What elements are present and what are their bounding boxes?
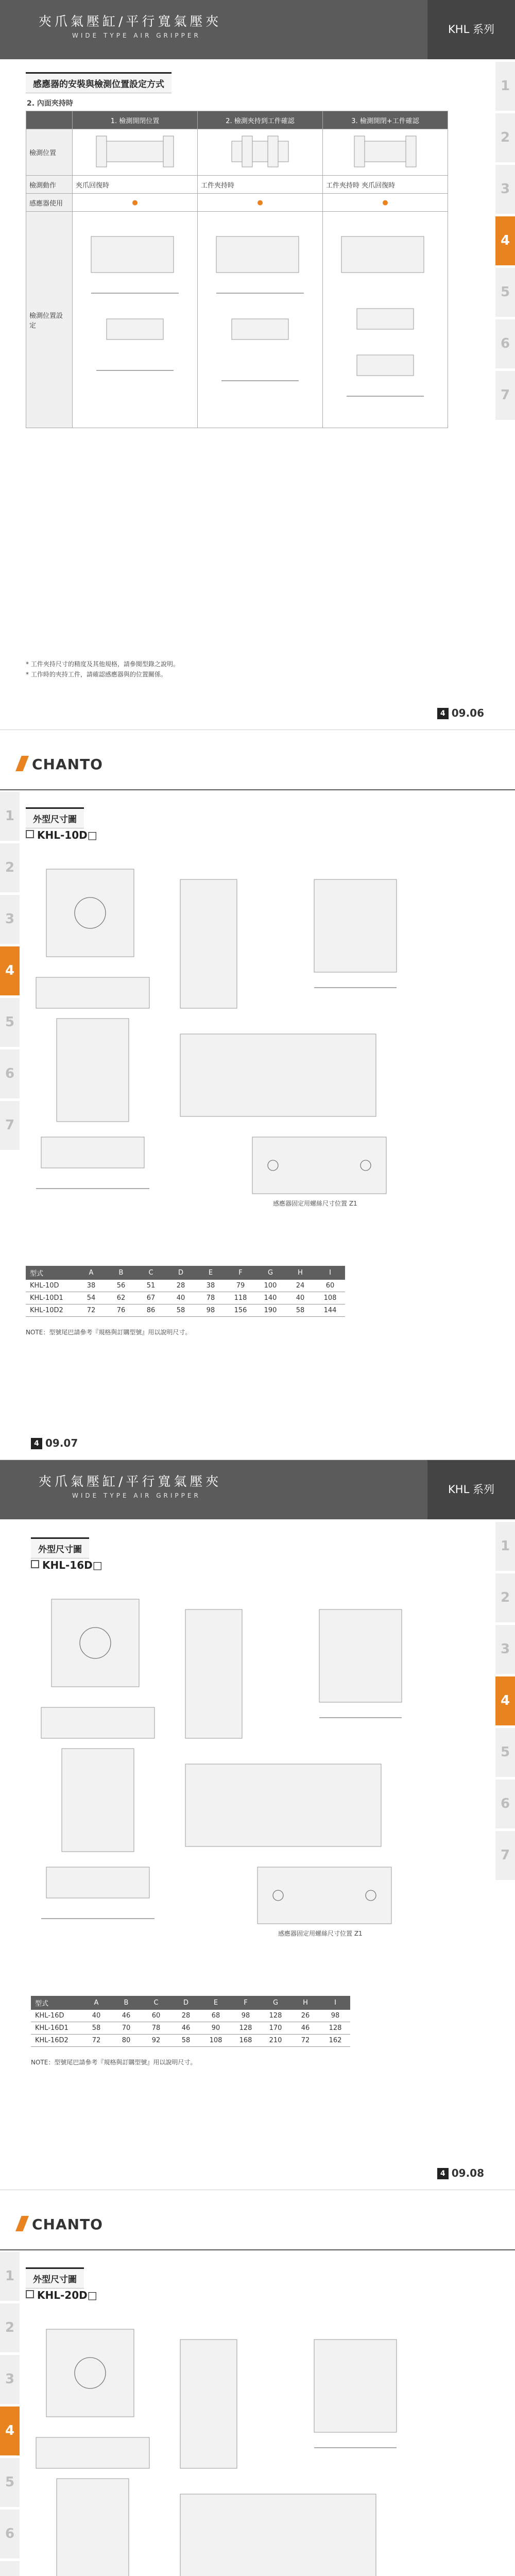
page-header <box>0 0 515 59</box>
header-title: 夾爪氣壓缸/平行寬氣壓夾 <box>39 14 222 29</box>
model-cell: KHL-10D1 <box>26 1292 76 1304</box>
chapter-tab[interactable]: 3 <box>0 2355 20 2404</box>
table-header-cell: I <box>315 1266 345 1280</box>
chapter-tab[interactable]: 7 <box>0 1101 20 1150</box>
chapter-tab[interactable]: 2 <box>495 113 515 162</box>
model-cell: KHL-16D <box>31 2010 81 2022</box>
page-number: 4 09.06 <box>437 707 484 719</box>
dimension-cell: 67 <box>136 1292 166 1304</box>
section-title: 感應器的安裝與檢測位置設定方式 <box>26 72 171 93</box>
dimension-cell: 90 <box>201 2022 231 2035</box>
chapter-tab-active[interactable]: 4 <box>495 216 515 265</box>
dimension-cell: 156 <box>226 1304 255 1317</box>
dimension-cell: 46 <box>171 2022 201 2035</box>
page-number: 4 09.08 <box>437 2167 484 2179</box>
dimension-cell: 38 <box>196 1280 226 1292</box>
chapter-tab[interactable]: 1 <box>0 2252 20 2301</box>
catalog-pages <box>0 730 515 2576</box>
chapter-tab[interactable]: 5 <box>0 2458 20 2507</box>
procedure-diagram <box>76 216 194 422</box>
model-name: KHL-10D□ <box>37 829 97 841</box>
chapter-tab[interactable]: 1 <box>495 62 515 111</box>
column-header: 1. 檢測開閉位置 <box>73 111 198 129</box>
chapter-tabs <box>495 62 515 422</box>
chapter-tab-active[interactable]: 4 <box>0 946 20 995</box>
gripper-open-sketch <box>76 131 194 172</box>
header-title: 夾爪氣壓缸/平行寬氣壓夾 <box>39 1474 222 1489</box>
dimension-cell: 98 <box>320 2010 350 2022</box>
chapter-tabs <box>0 792 20 1153</box>
table-corner <box>26 111 73 129</box>
model-cell: KHL-10D2 <box>26 1304 76 1317</box>
model-title <box>26 829 97 841</box>
chapter-tab[interactable]: 7 <box>495 371 515 420</box>
dimension-table <box>31 1996 350 2047</box>
chapter-tab-active[interactable]: 4 <box>0 2406 20 2455</box>
chapter-badge: 4 <box>437 2168 449 2179</box>
chapter-tabs <box>0 2252 20 2576</box>
column-header: 3. 檢測開閉+工件確認 <box>323 111 448 129</box>
dimension-cell: 80 <box>111 2035 141 2047</box>
table-header-cell: B <box>111 1996 141 2010</box>
model-title <box>26 2289 97 2301</box>
model-marker-icon <box>26 2290 34 2298</box>
dimension-cell: 128 <box>261 2010 290 2022</box>
dimension-cell: 98 <box>196 1304 226 1317</box>
dimension-cell: 46 <box>290 2022 320 2035</box>
chapter-tab[interactable]: 5 <box>495 1728 515 1777</box>
brand-logo-icon <box>15 756 29 771</box>
table-header-cell: E <box>201 1996 231 2010</box>
dimension-cell: 58 <box>81 2022 111 2035</box>
dimension-cell: 210 <box>261 2035 290 2047</box>
brand-logo-icon <box>15 2216 29 2231</box>
series-label: KHL 系列 <box>427 0 515 59</box>
chapter-tab[interactable]: 6 <box>0 1049 20 1098</box>
table-header-cell: E <box>196 1266 226 1280</box>
dimension-cell: 72 <box>76 1304 106 1317</box>
table-header-cell: C <box>141 1996 171 2010</box>
chapter-tab[interactable]: 3 <box>495 1625 515 1674</box>
dimension-cell: 28 <box>166 1280 196 1292</box>
brand-name: CHANTO <box>32 2216 103 2233</box>
chapter-tab[interactable]: 3 <box>495 165 515 214</box>
table-row <box>31 2022 350 2035</box>
chapter-tab[interactable] <box>0 2561 20 2576</box>
table-header-cell: D <box>171 1996 201 2010</box>
model-name: KHL-20D□ <box>37 2289 97 2301</box>
usage-dot: ● <box>73 194 198 212</box>
dimension-cell: 38 <box>76 1280 106 1292</box>
section-title: 外型尺寸圖 <box>26 2267 84 2289</box>
dimension-drawing <box>26 849 448 1240</box>
catalog-page <box>0 1460 515 2190</box>
dimension-cell: 79 <box>226 1280 255 1292</box>
row-label: 檢測位置設定 <box>26 212 73 428</box>
dimension-cell: 78 <box>141 2022 171 2035</box>
chapter-badge: 4 <box>437 708 449 719</box>
dimension-cell: 58 <box>171 2035 201 2047</box>
gripper-sketch-cell <box>73 129 198 176</box>
model-marker-icon <box>31 1560 39 1568</box>
sensor-setting-table <box>26 111 448 428</box>
table-header-cell: I <box>320 1996 350 2010</box>
chapter-tab[interactable]: 6 <box>495 319 515 368</box>
chapter-tab[interactable]: 5 <box>495 268 515 317</box>
dimension-cell: 108 <box>201 2035 231 2047</box>
usage-dot: ● <box>198 194 323 212</box>
header-subtitle: WIDE TYPE AIR GRIPPER <box>72 1492 201 1499</box>
dimension-cell: 58 <box>166 1304 196 1317</box>
dimension-cell: 60 <box>141 2010 171 2022</box>
chapter-tabs <box>495 1522 515 1883</box>
dimension-cell: 56 <box>106 1280 136 1292</box>
dimension-cell: 92 <box>141 2035 171 2047</box>
table-note: NOTE：型號尾巴請參考『規格與訂購型號』用以說明尺寸。 <box>31 2059 197 2066</box>
table-cell: 工件夾持時 夾爪回復時 <box>323 176 448 194</box>
chapter-tab[interactable]: 6 <box>0 2510 20 2558</box>
chapter-tab[interactable]: 3 <box>0 895 20 944</box>
chapter-tab[interactable]: 1 <box>0 792 20 841</box>
dimension-drawing <box>31 1579 453 1970</box>
table-header-cell: 型式 <box>31 1996 81 2010</box>
brand-name: CHANTO <box>32 756 103 773</box>
gripper-sketch-cell <box>198 129 323 176</box>
dimension-cell: 190 <box>255 1304 285 1317</box>
column-header: 2. 檢測夾持到工件確認 <box>198 111 323 129</box>
dimension-cell: 128 <box>320 2022 350 2035</box>
dimension-cell: 72 <box>290 2035 320 2047</box>
series-label: KHL 系列 <box>427 1460 515 1519</box>
dimension-cell: 78 <box>196 1292 226 1304</box>
table-cell: 工件夾持時 <box>198 176 323 194</box>
dimension-cell: 40 <box>81 2010 111 2022</box>
chapter-tab[interactable]: 2 <box>0 2303 20 2352</box>
table-header-cell: G <box>261 1996 290 2010</box>
dimension-cell: 100 <box>255 1280 285 1292</box>
dimension-cell: 118 <box>226 1292 255 1304</box>
page-number: 4 09.07 <box>31 1437 78 1449</box>
dimension-cell: 54 <box>76 1292 106 1304</box>
dimension-drawing <box>26 2309 448 2576</box>
section-title: 外型尺寸圖 <box>26 807 84 828</box>
model-cell: KHL-10D <box>26 1280 76 1292</box>
table-note: NOTE：型號尾巴請參考『規格與訂購型號』用以說明尺寸。 <box>26 1329 192 1336</box>
table-header-cell: G <box>255 1266 285 1280</box>
dimension-cell: 98 <box>231 2010 261 2022</box>
dimension-cell: 140 <box>255 1292 285 1304</box>
sensor-position-caption: 感應器固定用螺絲尺寸位置 Z1 <box>273 1200 357 1207</box>
gripper-workpiece-sketch <box>201 131 319 172</box>
dimension-cell: 72 <box>81 2035 111 2047</box>
table-header-cell: 型式 <box>26 1266 76 1280</box>
dimension-cell: 26 <box>290 2010 320 2022</box>
model-marker-icon <box>26 830 34 838</box>
table-row <box>31 2035 350 2047</box>
catalog-page <box>0 730 515 1460</box>
table-header-cell: F <box>231 1996 261 2010</box>
subsection-title: 2. 內面夾持時 <box>27 99 73 108</box>
chapter-tab[interactable]: 6 <box>495 1780 515 1828</box>
dimension-cell: 168 <box>231 2035 261 2047</box>
page-header <box>0 1460 515 1519</box>
table-header-cell: H <box>285 1266 315 1280</box>
model-cell: KHL-16D1 <box>31 2022 81 2035</box>
table-header-cell: A <box>76 1266 106 1280</box>
dimension-table <box>26 1266 345 1317</box>
catalog-page <box>0 2190 515 2576</box>
catalog-page-1 <box>0 0 515 730</box>
table-row <box>31 2010 350 2022</box>
chapter-tab[interactable]: 7 <box>495 1831 515 1880</box>
dimension-cell: 40 <box>166 1292 196 1304</box>
chapter-tab[interactable]: 2 <box>495 1573 515 1622</box>
dimension-cell: 24 <box>285 1280 315 1292</box>
dimension-cell: 68 <box>201 2010 231 2022</box>
table-header-cell: B <box>106 1266 136 1280</box>
row-label: 感應器使用 <box>26 194 73 212</box>
dimension-cell: 144 <box>315 1304 345 1317</box>
footnote: * 工件夾持尺寸的精度及其他規格，請參閱型錄之說明。 <box>26 660 179 668</box>
chapter-tab-active[interactable]: 4 <box>495 1676 515 1725</box>
table-header-cell: F <box>226 1266 255 1280</box>
brand-logo <box>15 2216 103 2233</box>
gripper-sketch-cell <box>323 129 448 176</box>
sensor-position-caption: 感應器固定用螺絲尺寸位置 Z1 <box>278 1930 363 1937</box>
dimension-cell: 60 <box>315 1280 345 1292</box>
gripper-combined-sketch <box>326 131 444 172</box>
dimension-cell: 40 <box>285 1292 315 1304</box>
dimension-cell: 170 <box>261 2022 290 2035</box>
chapter-tab[interactable]: 1 <box>495 1522 515 1571</box>
table-header-cell: C <box>136 1266 166 1280</box>
brand-logo <box>15 756 103 773</box>
table-row <box>26 1292 345 1304</box>
model-cell: KHL-16D2 <box>31 2035 81 2047</box>
dimension-cell: 28 <box>171 2010 201 2022</box>
setting-procedure-cell <box>73 212 198 428</box>
dimension-cell: 128 <box>231 2022 261 2035</box>
row-label: 檢測動作 <box>26 176 73 194</box>
header-subtitle: WIDE TYPE AIR GRIPPER <box>72 32 201 39</box>
dimension-cell: 108 <box>315 1292 345 1304</box>
dimension-cell: 162 <box>320 2035 350 2047</box>
chapter-badge: 4 <box>31 1438 42 1449</box>
section-title: 外型尺寸圖 <box>31 1537 89 1558</box>
dimension-cell: 46 <box>111 2010 141 2022</box>
dimension-cell: 86 <box>136 1304 166 1317</box>
footnote: * 工作時的夾持工件，請確認感應器與的位置關係。 <box>26 671 167 678</box>
table-row <box>26 1280 345 1292</box>
dimension-cell: 62 <box>106 1292 136 1304</box>
table-row <box>26 1304 345 1317</box>
dimension-cell: 58 <box>285 1304 315 1317</box>
table-header-cell: D <box>166 1266 196 1280</box>
usage-dot: ● <box>323 194 448 212</box>
dimension-cell: 70 <box>111 2022 141 2035</box>
model-title <box>31 1559 102 1571</box>
chapter-tab[interactable]: 2 <box>0 843 20 892</box>
table-cell: 夾爪回復時 <box>73 176 198 194</box>
table-header-cell: A <box>81 1996 111 2010</box>
chapter-tab[interactable]: 5 <box>0 998 20 1047</box>
dimension-cell: 76 <box>106 1304 136 1317</box>
table-header-cell: H <box>290 1996 320 2010</box>
setting-procedure-cell <box>198 212 323 428</box>
dimension-cell: 51 <box>136 1280 166 1292</box>
procedure-diagram <box>326 216 444 422</box>
procedure-diagram <box>201 216 319 422</box>
row-label: 檢測位置 <box>26 129 73 176</box>
model-name: KHL-16D□ <box>42 1559 102 1571</box>
setting-procedure-cell <box>323 212 448 428</box>
